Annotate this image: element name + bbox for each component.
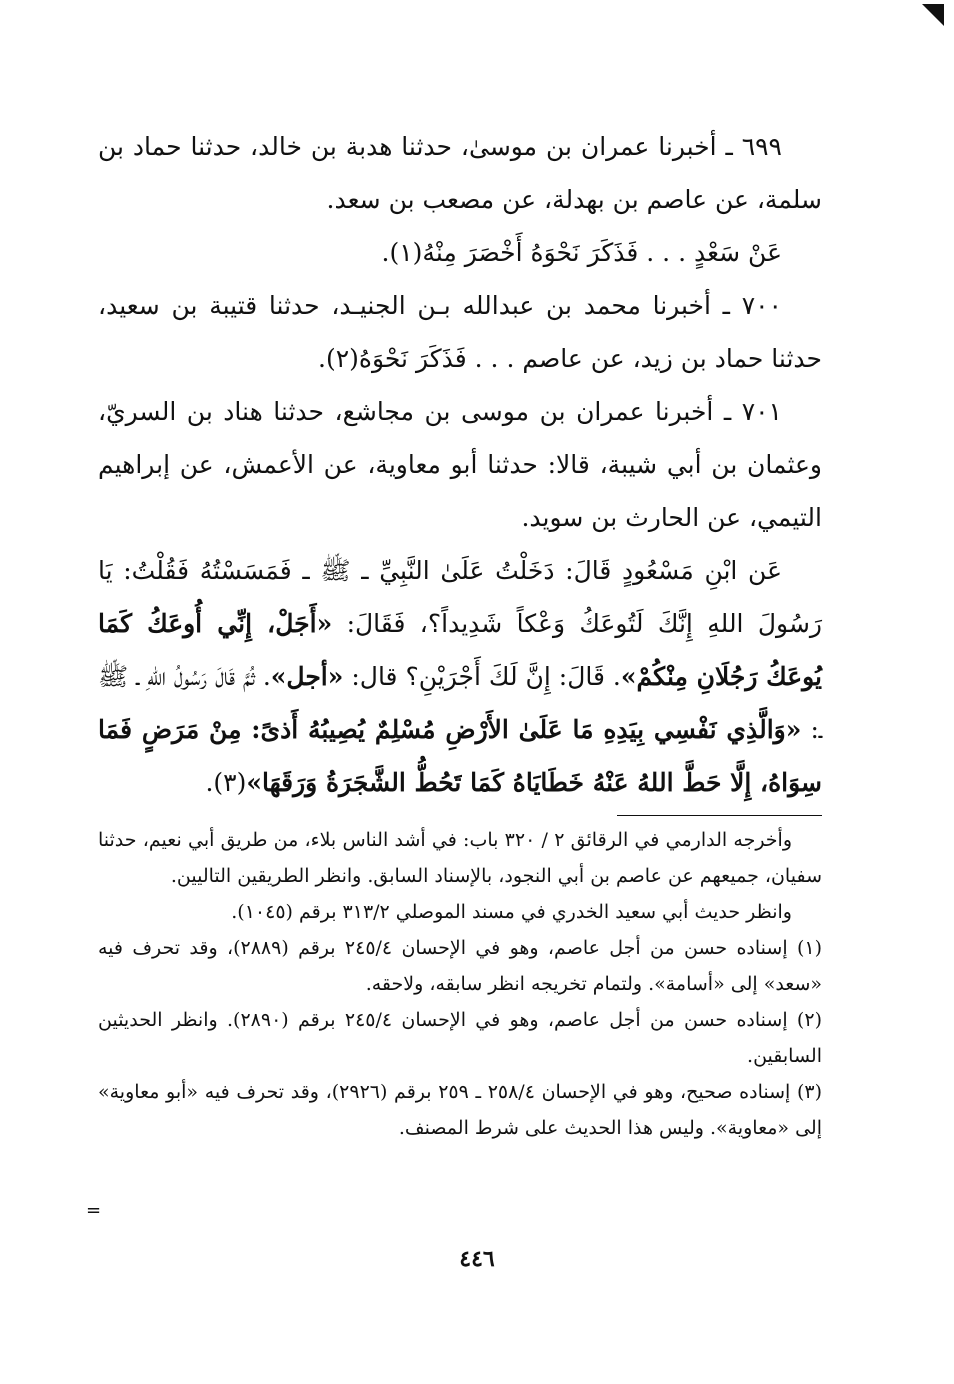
hadith-narration-3: . ثُمَّ قَالَ رَسُولُ اللهِ ـ ﷺ ـ: [98, 662, 822, 744]
prophet-quote-3: «وَالَّذِي نَفْسِي بِيَدِهِ مَا عَلَىٰ الأَرْضِ مُسْلِمٌ يُصِيبُهُ أَذىً: مِنْ مَرَضٍ فَمَا سِوَاهُ، إِلَّا حَطَّ اللهُ عَنْهُ خَطَايَاهُ كَمَا تَحُطُّ الشَّجَرَةُ وَرَقَهَا» [98, 715, 822, 797]
hadith-narration: عَن ابْنِ مَسْعُودٍ قَالَ: دَخَلْتُ عَلَىٰ النَّبِيِّ ـ ﷺ ـ فَمَسَسْتُهُ فَقُلْتُ: يَا رَسُولَ اللهِ إِنَّكَ لَتُوعَكُ وَعْكاً شَدِيداً؟، فَقَالَ: [98, 556, 822, 638]
main-text [98, 120, 822, 809]
hadith-701-matn [98, 544, 822, 809]
hadith-701-isnad: ٧٠١ ـ أخبرنا عمران بن موسى بن مجاشع، حدثنا هناد بن السريّ، وعثمان بن أبي شيبة، قالا: حدثنا أبو معاوية، عن الأعمش، عن إبراهيم التيمي، عن الحارث بن سويد. [98, 397, 822, 532]
footnotes [98, 816, 822, 1146]
continuation-mark: = [86, 1200, 102, 1221]
hadith-700: ٧٠٠ ـ أخبرنا محمد بن عبدالله بـن الجنيـد، حدثنا قتيبة بن سعيد، حدثنا حماد بن زيد، عن عاصم . . . فَذَكَرَ نَحْوَهُ(٢). [98, 291, 822, 373]
page-number: ٤٤٦ [459, 1246, 495, 1272]
page-body [98, 120, 822, 1146]
hadith-699-matn: عَنْ سَعْدٍ . . . فَذَكَرَ نَحْوَهُ أَخْصَرَ مِنْهُ(١). [381, 238, 782, 267]
footnote-ref-3: (٣). [205, 768, 247, 797]
footnote-continuation: وأخرجه الدارمي في الرقائق ٢ / ٣٢٠ باب: في أشد الناس بلاء، من طريق أبي نعيم، حدثنا سفيان، جميعهم عن عاصم بن أبي النجود، بالإسناد السابق. وانظر الطريقين التاليين. [98, 829, 822, 887]
prophet-quote-1: «أَجَلْ، إِنِّي أُوعَكُ كَمَا يُوعَكُ رَجُلَانِ مِنْكُمْ» [98, 609, 822, 691]
footnote-3: (٣) إسناده صحيح، وهو في الإحسان ٢٥٨/٤ ـ ٢٥٩ برقم (٢٩٢٦)، وقد تحرف فيه «أبو معاوية» إلى «معاوية». وليس هذا الحديث على شرط المصنف. [98, 1081, 822, 1139]
footnote-separator [617, 815, 822, 816]
footnote-see-also: وانظر حديث أبي سعيد الخدري في مسند الموصلي ٣١٣/٢ برقم (١٠٤٥). [231, 901, 792, 923]
footnote-2: (٢) إسناده حسن من أجل عاصم، وهو في الإحسان ٢٤٥/٤ برقم (٢٨٩٠). وانظر الحديثين السابقين. [98, 1009, 822, 1067]
hadith-699-isnad: ٦٩٩ ـ أخبرنا عمران بن موسىٰ، حدثنا هدبة بن خالد، حدثنا حماد بن سلمة، عن عاصم بن بهدلة، عن مصعب بن سعد. [98, 132, 822, 214]
hadith-narration-2: . قَالَ: إِنَّ لَكَ أَجْرَيْنِ؟ قال: [343, 662, 621, 691]
prophet-quote-2: «أجل» [270, 662, 344, 691]
footnote-1: (١) إسناده حسن من أجل عاصم، وهو في الإحسان ٢٤٥/٤ برقم (٢٨٨٩)، وقد تحرف فيه «سعد» إلى «أسامة». ولتمام تخريجه انظر سابقه، ولاحقه. [98, 937, 822, 995]
corner-mark [922, 4, 944, 26]
